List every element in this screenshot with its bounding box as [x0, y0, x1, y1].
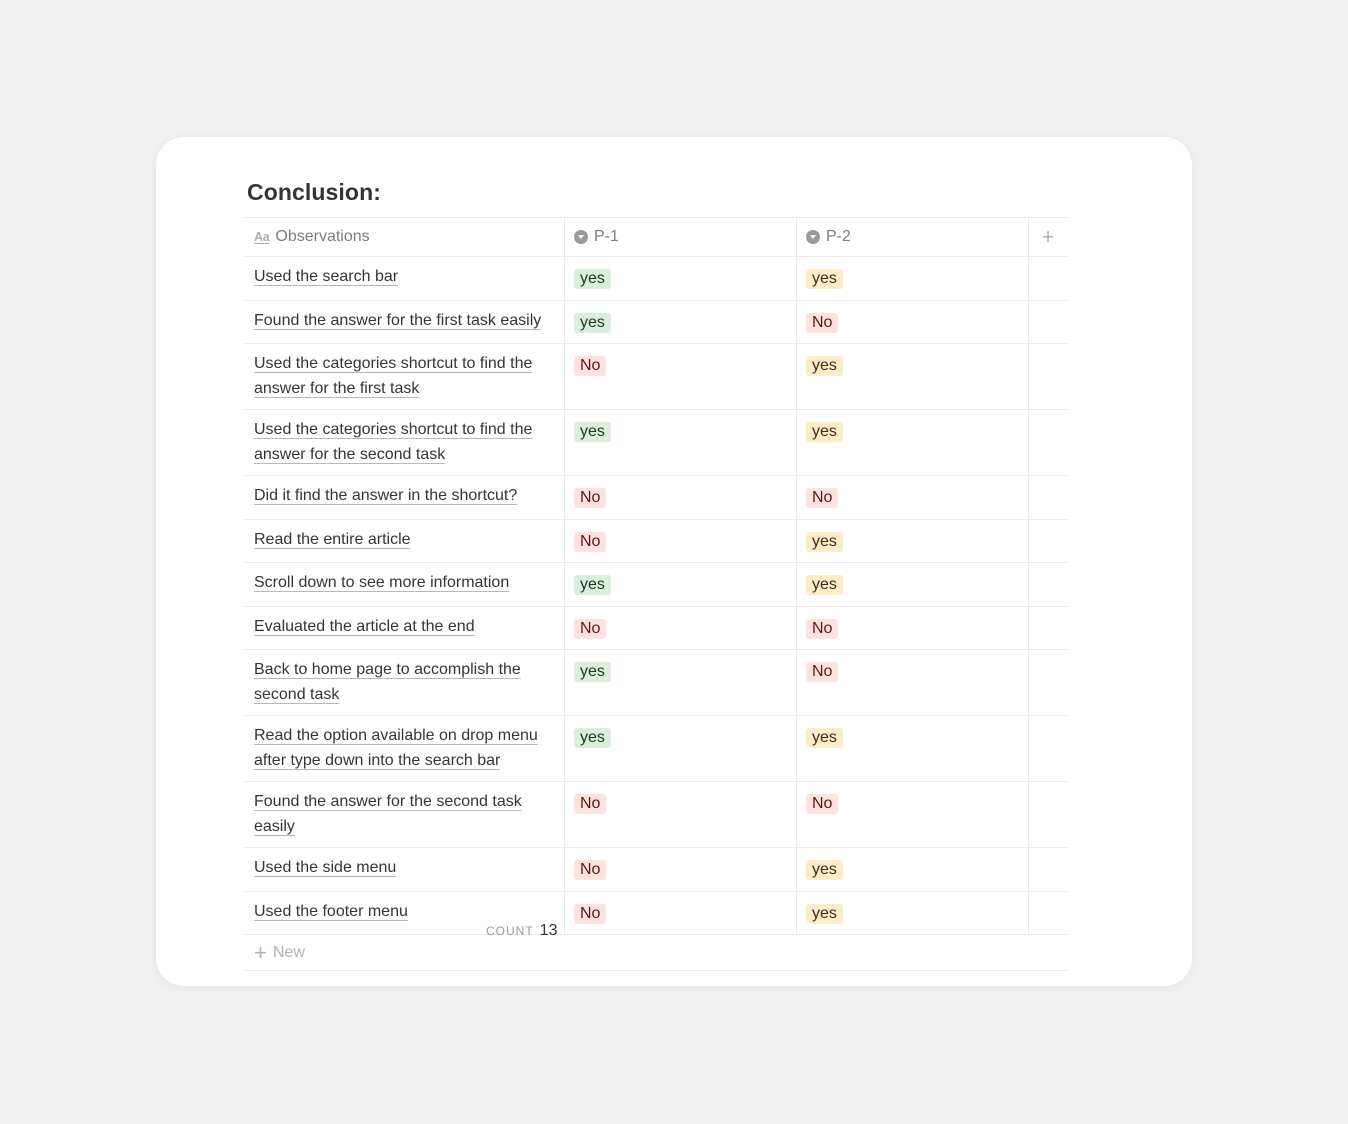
observation-cell[interactable]: [245, 650, 565, 715]
select-tag: No: [574, 488, 606, 508]
observation-cell[interactable]: [245, 848, 565, 891]
table-row[interactable]: [245, 649, 1067, 715]
p2-cell[interactable]: [797, 650, 1029, 715]
table-row[interactable]: [245, 300, 1067, 344]
p1-cell[interactable]: [565, 650, 797, 715]
new-row-button[interactable]: [245, 934, 1067, 971]
p2-cell[interactable]: [797, 344, 1029, 409]
select-tag: No: [806, 662, 838, 682]
p1-cell[interactable]: [565, 301, 797, 344]
observation-cell[interactable]: [245, 607, 565, 650]
select-tag: No: [806, 794, 838, 814]
table-row[interactable]: [245, 256, 1067, 300]
p2-cell[interactable]: [797, 782, 1029, 847]
observation-cell[interactable]: [245, 782, 565, 847]
observation-text[interactable]: Found the answer for the second task easily: [254, 793, 522, 835]
p2-cell[interactable]: [797, 563, 1029, 606]
empty-cell: [1029, 892, 1067, 935]
p1-cell[interactable]: [565, 476, 797, 519]
observation-text[interactable]: Used the side menu: [254, 859, 397, 876]
p2-cell[interactable]: [797, 607, 1029, 650]
text-property-icon: Aa: [254, 229, 270, 244]
database-table: [245, 217, 1067, 971]
select-tag: No: [574, 532, 606, 552]
empty-cell: [1029, 520, 1067, 563]
table-row[interactable]: [245, 562, 1067, 606]
select-tag: yes: [806, 904, 843, 924]
column-header-p2[interactable]: [797, 218, 1029, 256]
column-label: P-2: [826, 227, 851, 245]
select-tag: yes: [806, 575, 843, 595]
observation-text[interactable]: Evaluated the article at the end: [254, 617, 475, 635]
select-property-icon: [574, 230, 588, 244]
p2-cell[interactable]: [797, 520, 1029, 563]
select-tag: No: [574, 619, 606, 639]
table-row[interactable]: [245, 519, 1067, 563]
table-body: [245, 256, 1067, 934]
select-tag: No: [806, 619, 838, 639]
p2-cell[interactable]: [797, 848, 1029, 891]
observation-text[interactable]: Read the option available on drop menu after type down into the search bar: [254, 727, 538, 769]
select-tag: yes: [806, 269, 843, 289]
add-property-button[interactable]: +: [1041, 223, 1055, 249]
observation-text[interactable]: Found the answer for the first task easily: [254, 311, 542, 329]
select-tag: yes: [574, 575, 611, 595]
page-title: Conclusion:: [247, 179, 381, 205]
observation-cell[interactable]: [245, 301, 565, 344]
p2-cell[interactable]: [797, 476, 1029, 519]
observation-text[interactable]: Read the entire article: [254, 530, 411, 548]
empty-cell: [1029, 848, 1067, 891]
p1-cell[interactable]: [565, 848, 797, 891]
select-tag: yes: [574, 313, 611, 333]
select-tag: No: [574, 860, 606, 880]
empty-cell: [1029, 716, 1067, 781]
count-value: 13: [539, 922, 558, 939]
column-header-observations[interactable]: [245, 218, 565, 256]
p1-cell[interactable]: [565, 782, 797, 847]
p1-cell[interactable]: [565, 607, 797, 650]
table-row[interactable]: [245, 343, 1067, 409]
observation-text[interactable]: Back to home page to accomplish the second task: [254, 661, 521, 703]
count-label: COUNT: [486, 924, 534, 938]
plus-icon: +: [254, 939, 267, 965]
select-tag: yes: [806, 356, 843, 376]
select-tag: yes: [806, 860, 843, 880]
observation-text[interactable]: Did it find the answer in the shortcut?: [254, 487, 518, 504]
select-tag: yes: [806, 532, 843, 552]
empty-cell: [1029, 410, 1067, 475]
observation-text[interactable]: Used the search bar: [254, 268, 399, 285]
p1-cell[interactable]: [565, 892, 797, 935]
page-card: [156, 137, 1192, 986]
table-row[interactable]: [245, 847, 1067, 891]
count-summary[interactable]: [486, 922, 557, 940]
p1-cell[interactable]: [565, 410, 797, 475]
table-row[interactable]: [245, 409, 1067, 475]
empty-cell: [1029, 782, 1067, 847]
observation-text[interactable]: Scroll down to see more information: [254, 574, 510, 591]
observation-text[interactable]: Used the categories shortcut to find the answer for the first task: [254, 355, 533, 397]
select-tag: No: [574, 904, 606, 924]
select-tag: yes: [574, 662, 611, 682]
column-label: Observations: [275, 227, 370, 245]
observation-cell[interactable]: [245, 476, 565, 519]
p2-cell[interactable]: [797, 410, 1029, 475]
observation-cell[interactable]: [245, 344, 565, 409]
select-tag: No: [574, 794, 606, 814]
empty-cell: [1029, 344, 1067, 409]
p2-cell[interactable]: [797, 716, 1029, 781]
empty-cell: [1029, 650, 1067, 715]
observation-text[interactable]: Used the footer menu: [254, 902, 408, 920]
table-row[interactable]: [245, 891, 1067, 935]
p1-cell[interactable]: [565, 716, 797, 781]
p1-cell[interactable]: [565, 563, 797, 606]
select-tag: No: [574, 356, 606, 376]
p2-cell[interactable]: [797, 257, 1029, 300]
new-label: New: [272, 943, 305, 961]
observation-cell[interactable]: [245, 257, 565, 300]
observation-cell[interactable]: [245, 410, 565, 475]
select-tag: yes: [806, 422, 843, 442]
empty-cell: [1029, 257, 1067, 300]
select-tag: yes: [574, 269, 611, 289]
table-row[interactable]: [245, 781, 1067, 847]
column-header-p1[interactable]: [565, 218, 797, 256]
table-row[interactable]: [245, 475, 1067, 519]
observation-cell[interactable]: [245, 716, 565, 781]
table-row[interactable]: [245, 715, 1067, 781]
p1-cell[interactable]: [565, 520, 797, 563]
select-tag: No: [806, 488, 838, 508]
column-label: P-1: [594, 227, 619, 245]
select-property-icon: [806, 230, 820, 244]
empty-cell: [1029, 301, 1067, 344]
observation-cell[interactable]: [245, 563, 565, 606]
p2-cell[interactable]: [797, 301, 1029, 344]
select-tag: yes: [574, 728, 611, 748]
select-tag: No: [806, 313, 838, 333]
p1-cell[interactable]: [565, 257, 797, 300]
table-header: [245, 217, 1067, 256]
p1-cell[interactable]: [565, 344, 797, 409]
observation-text[interactable]: Used the categories shortcut to find the answer for the second task: [254, 421, 533, 463]
empty-cell: [1029, 563, 1067, 606]
select-tag: yes: [574, 422, 611, 442]
empty-cell: [1029, 476, 1067, 519]
table-row[interactable]: [245, 606, 1067, 650]
empty-cell: [1029, 607, 1067, 650]
select-tag: yes: [806, 728, 843, 748]
p2-cell[interactable]: [797, 892, 1029, 935]
observation-cell[interactable]: [245, 520, 565, 563]
